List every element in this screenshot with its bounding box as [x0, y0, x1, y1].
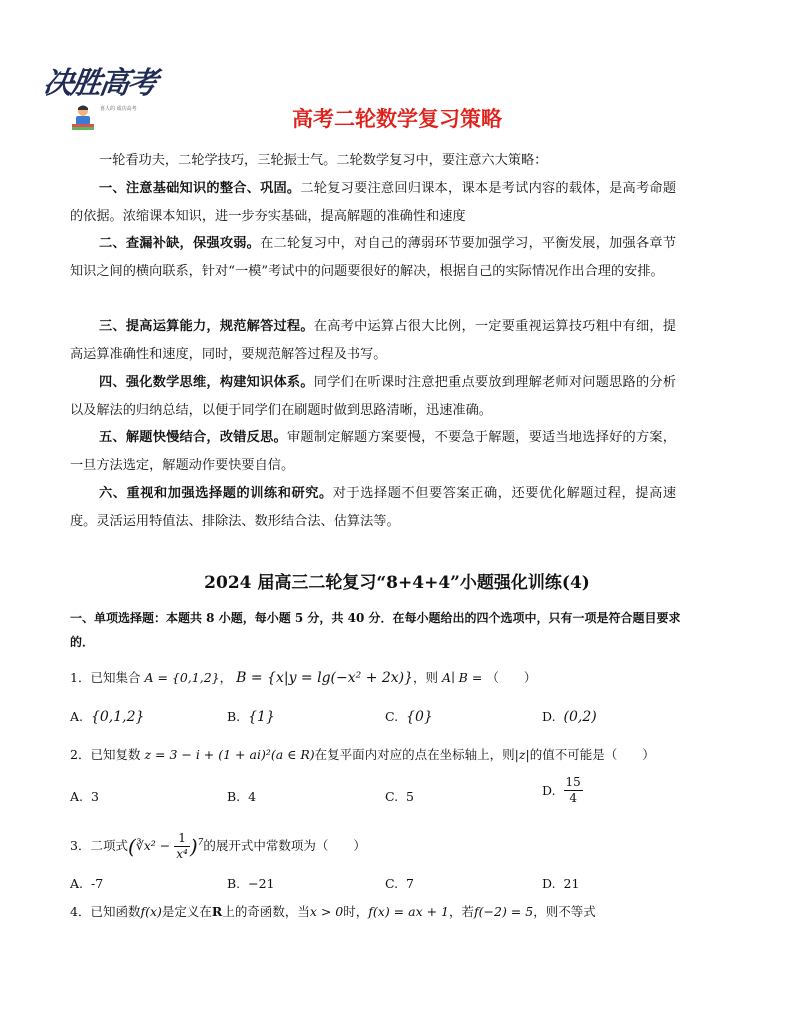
math-expression: f(x) [140, 904, 162, 919]
strategy-heading: 六、重视和加强选择题的训练和研究。 [99, 486, 333, 501]
option-a[interactable]: A. 3 [70, 789, 99, 804]
option-b[interactable]: B. {1} [227, 709, 275, 725]
strategy-heading: 四、强化数学思维，构建知识体系。 [99, 375, 314, 390]
logo-subtitle: 喜人的 成功高考 [100, 106, 137, 112]
question-stem: 已知集合 [90, 670, 141, 685]
option-c[interactable]: C. 7 [385, 876, 414, 891]
strategy-heading: 五、解题快慢结合，改错反思。 [99, 430, 287, 445]
fraction: $\frac{15}{4}$ [565, 775, 581, 805]
strategy-2 [70, 230, 676, 285]
math-expression: R [211, 904, 223, 919]
intro-paragraph: 一轮看功夫，二轮学技巧，三轮振士气。二轮数学复习中，要注意六大策略： [99, 153, 548, 168]
math-expression: ∛x² [135, 838, 156, 853]
question-stem: ，则 [413, 670, 439, 685]
question-3: 3．二项式(∛x² − $\frac{1}{\text{x⁴}}$ )$^7$的展开式中常数项为（ ） [70, 831, 366, 861]
question-stem: 时， [343, 904, 369, 919]
question-stem: 是定义在 [161, 904, 212, 919]
section-title: 2024 届高三二轮复习“8+4+4”小题强化训练(4) [204, 573, 590, 593]
math-expression: B = {x|y = lg(−x² + 2x)} [236, 670, 414, 686]
strategy-text: 对于选择题不但要答案正确，还要优化解题过程，提高速度。灵活运用特值法、排除法、数形结合法、估算法等。 [70, 486, 677, 529]
strategy-text: 在高考中运算占很大比例，一定要重视运算技巧粗中有细，提高运算准确性和速度，同时，要规范解答过程及书写。 [70, 319, 677, 362]
option-c[interactable]: C. {0} [385, 709, 433, 725]
question-section-intro: 一、单项选择题：本题共 8 小题，每小题 5 分，共 40 分．在每小题给出的四个选项中，只有一项是符合题目要求的． [70, 611, 681, 649]
question-2 [70, 745, 700, 763]
math-expression: z = 3 − i + (1 + ai)²(a ∈ R) [144, 747, 315, 762]
question-number: 4． [70, 904, 91, 919]
strategy-3 [70, 313, 676, 368]
answer-paren: （ ） [486, 670, 537, 685]
strategy-text: 审题制定解题方案要慢，不要急于解题，要适当地选择好的方案，一旦方法选定，解题动作要快要自信。 [70, 430, 676, 473]
option-d[interactable]: D. 21 [542, 876, 580, 891]
strategy-text: 二轮复习要注意回归课本，课本是考试内容的载体，是高考命题的依据。浓缩课本知识，进一步夯实基础，提高解题的准确性和速度 [70, 181, 677, 224]
strategy-text: 同学们在听课时注意把重点要放到理解老师对问题思路的分析以及解法的归纳总结，以便于同学们在刷题时做到思路清晰，迅速准确。 [70, 375, 677, 418]
question-stem: ，则不等式 [533, 904, 596, 919]
math-expression: f(x) = ax + 1 [368, 904, 450, 919]
question-stem: 在复平面内对应的点在坐标轴上，则 [314, 747, 515, 762]
question-stem: ，若 [449, 904, 475, 919]
strategy-heading: 二、查漏补缺，保强攻弱。 [99, 236, 261, 251]
logo-text: 决胜高考 [41, 66, 158, 101]
option-a[interactable]: A. -7 [70, 876, 104, 891]
question-number: 3． [70, 838, 91, 853]
strategy-text: 在二轮复习中，对自己的薄弱环节要加强学习，平衡发展，加强各章节知识之间的横向联系，针对“一模”考试中的问题要很好的解决，根据自己的实际情况作出合理的安排。 [70, 236, 677, 279]
math-expression: |z| [514, 747, 530, 762]
question-stem: 二项式 [90, 838, 128, 853]
fraction: $\frac{1}{\text{x⁴}}$ [176, 831, 188, 861]
math-expression: A = {0,1,2} [144, 670, 220, 685]
question-number: 1． [70, 670, 91, 685]
option-c[interactable]: C. 5 [385, 789, 414, 804]
strategy-4 [70, 369, 676, 424]
question-1 [70, 668, 700, 686]
question-stem: 的值不可能是（ ） [529, 747, 655, 762]
option-b[interactable]: B. 4 [227, 789, 257, 804]
question-number: 2． [70, 747, 91, 762]
math-expression: f(−2) = 5 [474, 904, 534, 919]
strategy-1 [70, 175, 676, 230]
question-stem: ， [219, 670, 233, 685]
strategy-heading: 一、注意基础知识的整合、巩固。 [99, 181, 301, 196]
strategy-heading: 三、提高运算能力，规范解答过程。 [99, 319, 314, 334]
option-d[interactable]: D. (0,2) [542, 709, 597, 725]
math-expression: x > 0 [309, 904, 344, 919]
math-expression: A∣ B = [442, 670, 483, 685]
question-stem: 上的奇函数，当 [222, 904, 310, 919]
exponent: 7 [197, 837, 204, 848]
math-operator: − [155, 838, 175, 853]
question-stem: 已知函数 [90, 904, 141, 919]
strategy-6 [70, 480, 676, 535]
option-a[interactable]: A. {0,1,2} [70, 709, 145, 725]
page-title: 高考二轮数学复习策略 [292, 107, 502, 131]
option-d[interactable]: D. $\frac{15}{4}$ [542, 775, 581, 805]
strategy-5 [70, 424, 676, 479]
question-stem: 的展开式中常数项为（ ） [203, 838, 366, 853]
option-b[interactable]: B. −21 [227, 876, 275, 891]
question-4 [70, 902, 700, 920]
question-stem: 已知复数 [90, 747, 141, 762]
